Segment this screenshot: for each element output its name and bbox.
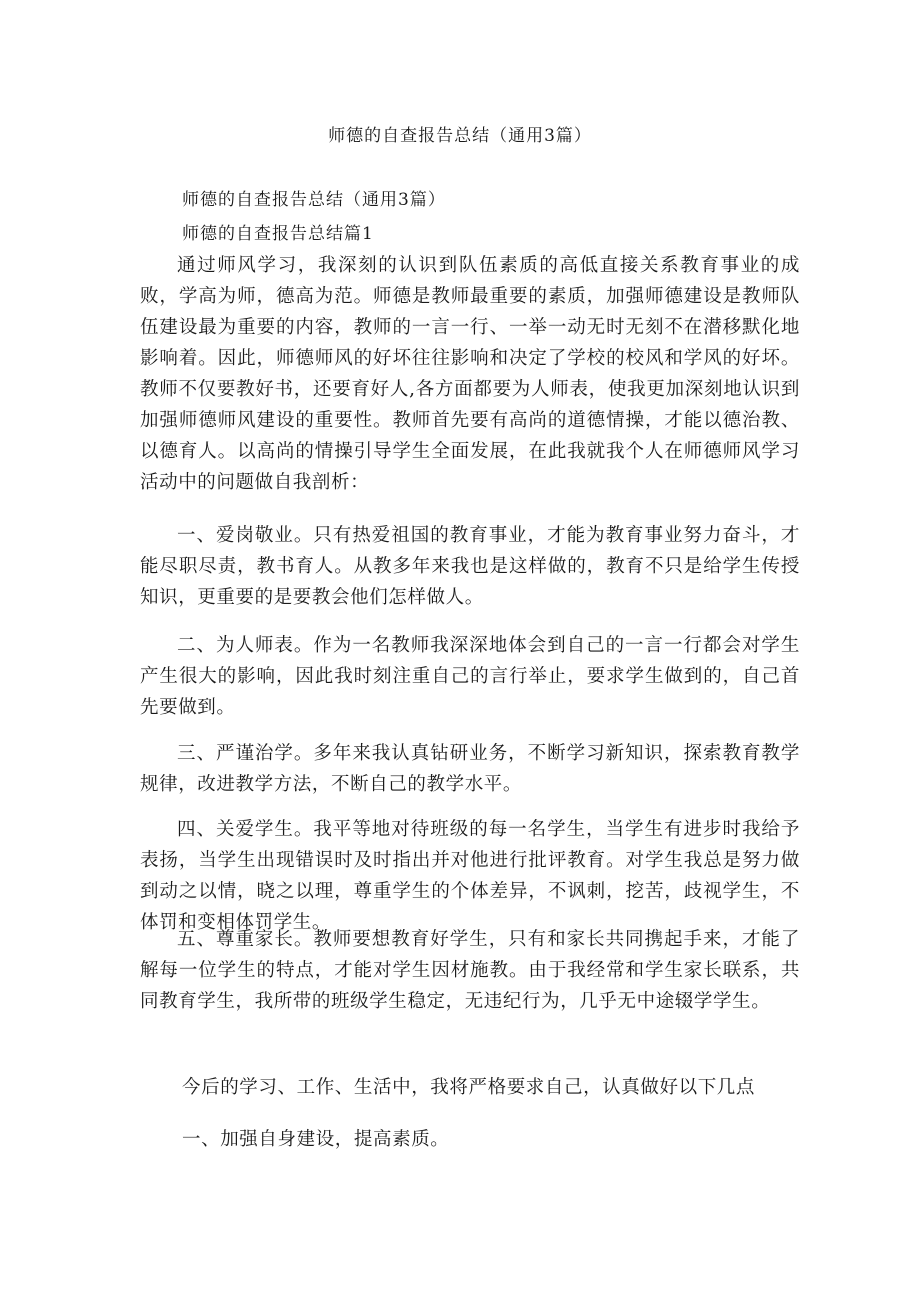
section-heading: 师德的自查报告总结篇1 (182, 224, 374, 244)
paragraph-point-3: 三、严谨治学。多年来我认真钻研业务，不断学习新知识，探索教育教学规律，改进教学方法，不断自己的教学水平。 (140, 743, 800, 795)
document-subtitle: 师德的自查报告总结（通用3篇） (182, 190, 446, 210)
paragraph-point-5: 五、尊重家长。教师要想教育好学生，只有和家长共同携起手来，才能了解每一位学生的特点，才能对学生因材施教。由于我经常和学生家长联系，共同教育学生，我所带的班级学生稳定，无违纪行为，几乎无中途辍学学生。 (140, 929, 800, 1012)
paragraph-point-2: 二、为人师表。作为一名教师我深深地体会到自己的一言一行都会对学生产生很大的影响，因此我时刻注重自己的言行举止，要求学生做到的，自己首先要做到。 (140, 635, 800, 718)
paragraph-point-4: 四、关爱学生。我平等地对待班级的每一名学生，当学生有进步时我给予表扬，当学生出现错误时及时指出并对他进行批评教育。对学生我总是努力做到动之以情，晓之以理，尊重学生的个体差异，不讽刺，挖苦，歧视学生，不体罚和变相体罚学生。 (140, 819, 800, 933)
document-title: 师德的自查报告总结（通用3篇） (328, 126, 592, 146)
paragraph-intro: 通过师风学习，我深刻的认识到队伍素质的高低直接关系教育事业的成败，学高为师，德高为范。师德是教师最重要的素质，加强师德建设是教师队伍建设最为重要的内容，教师的一言一行、一举一动无时无刻不在潜移默化地影响着。因此，师德师风的好坏往往影响和决定了学校的校风和学风的好坏。教师不仅要教好书，还要育好人,各方面都要为人师表，使我更加深刻地认识到加强师德师风建设的重要性。教师首先要有高尚的道德情操，才能以德治教、以德育人。以高尚的情操引导学生全面发展，在此我就我个人在师德师风学习活动中的问题做自我剖析： (140, 255, 800, 493)
closing-line: 今后的学习、工作、生活中，我将严格要求自己，认真做好以下几点 (182, 1077, 756, 1098)
paragraph-point-1: 一、爱岗敬业。只有热爱祖国的教育事业，才能为教育事业努力奋斗，才能尽职尽责，教书育人。从教多年来我也是这样做的，教育不只是给学生传授知识，更重要的是要教会他们怎样做人。 (140, 525, 800, 608)
last-line: 一、加强自身建设，提高素质。 (182, 1129, 450, 1150)
